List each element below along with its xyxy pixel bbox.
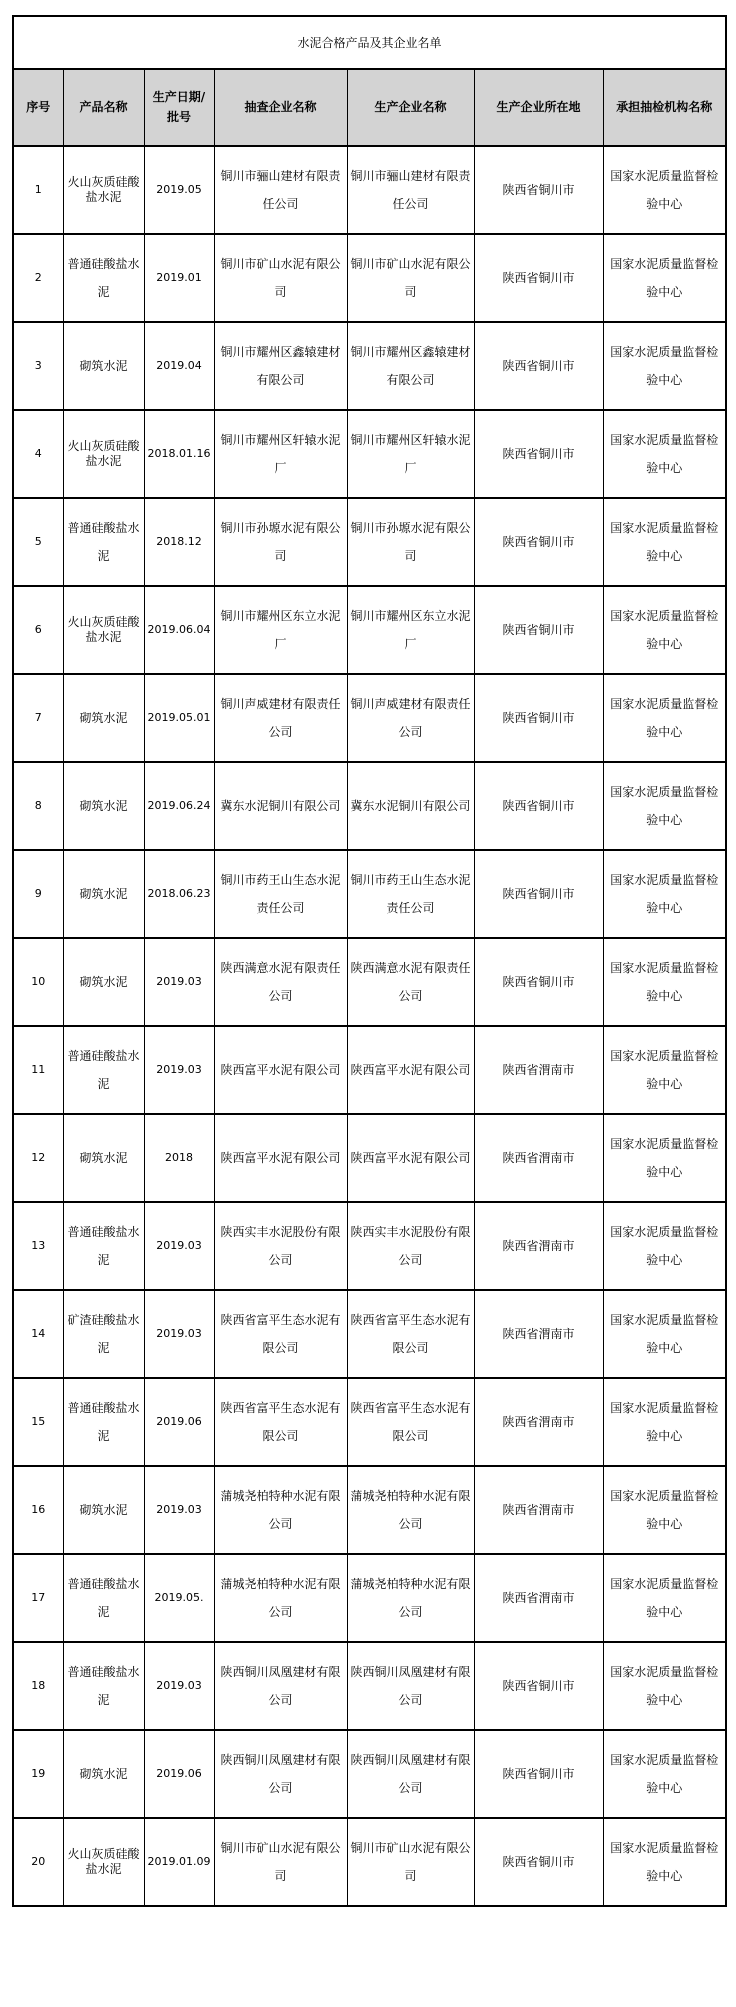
cell-agency: 国家水泥质量监督检验中心: [603, 498, 726, 586]
cell-sampled-company: 铜川市孙塬水泥有限公司: [214, 498, 347, 586]
cell-date: 2018.12: [144, 498, 214, 586]
cell-sampled-company: 铜川市耀州区鑫辕建材有限公司: [214, 322, 347, 410]
cell-seq: 15: [13, 1378, 63, 1466]
cell-location: 陕西省铜川市: [474, 146, 603, 234]
table-row: [13, 1290, 726, 1378]
cell-agency: 国家水泥质量监督检验中心: [603, 1114, 726, 1202]
cell-seq: 7: [13, 674, 63, 762]
cell-producer: 铜川市骊山建材有限责任公司: [347, 146, 474, 234]
cell-sampled-company: 铜川市耀州区东立水泥厂: [214, 586, 347, 674]
cell-product: 火山灰质硅酸盐水泥: [63, 146, 144, 234]
cell-location: 陕西省铜川市: [474, 938, 603, 1026]
cell-date: 2019.03: [144, 1466, 214, 1554]
cell-agency: 国家水泥质量监督检验中心: [603, 146, 726, 234]
cell-location: 陕西省渭南市: [474, 1114, 603, 1202]
cell-product: 砌筑水泥: [63, 1114, 144, 1202]
cell-agency: 国家水泥质量监督检验中心: [603, 1026, 726, 1114]
table-row: [13, 850, 726, 938]
cell-product: 普通硅酸盐水泥: [63, 1378, 144, 1466]
cell-seq: 1: [13, 146, 63, 234]
cell-seq: 17: [13, 1554, 63, 1642]
cell-date: 2019.05: [144, 146, 214, 234]
cell-product: 砌筑水泥: [63, 850, 144, 938]
cell-seq: 12: [13, 1114, 63, 1202]
cell-seq: 3: [13, 322, 63, 410]
table-row: [13, 1554, 726, 1642]
cell-date: 2019.06: [144, 1730, 214, 1818]
cell-producer: 蒲城尧柏特种水泥有限公司: [347, 1466, 474, 1554]
cell-date: 2019.03: [144, 1026, 214, 1114]
table-row: [13, 1114, 726, 1202]
cell-agency: 国家水泥质量监督检验中心: [603, 1378, 726, 1466]
cell-producer: 铜川市耀州区鑫辕建材有限公司: [347, 322, 474, 410]
cell-location: 陕西省铜川市: [474, 586, 603, 674]
cell-location: 陕西省铜川市: [474, 674, 603, 762]
cell-product: 砌筑水泥: [63, 322, 144, 410]
cell-location: 陕西省铜川市: [474, 1818, 603, 1906]
column-header-product: 产品名称: [63, 69, 144, 146]
cell-location: 陕西省铜川市: [474, 762, 603, 850]
cell-product: 砌筑水泥: [63, 674, 144, 762]
cell-product: 普通硅酸盐水泥: [63, 1642, 144, 1730]
cell-producer: 铜川市矿山水泥有限公司: [347, 234, 474, 322]
cell-sampled-company: 铜川市骊山建材有限责任公司: [214, 146, 347, 234]
cell-seq: 14: [13, 1290, 63, 1378]
table-row: [13, 938, 726, 1026]
cell-product: 火山灰质硅酸盐水泥: [63, 586, 144, 674]
column-header-location: 生产企业所在地: [474, 69, 603, 146]
cell-product: 火山灰质硅酸盐水泥: [63, 410, 144, 498]
cell-date: 2019.01.09: [144, 1818, 214, 1906]
cell-sampled-company: 陕西实丰水泥股份有限公司: [214, 1202, 347, 1290]
cell-seq: 20: [13, 1818, 63, 1906]
cement-table: [12, 15, 727, 1907]
cell-producer: 陕西省富平生态水泥有限公司: [347, 1290, 474, 1378]
cell-product: 火山灰质硅酸盐水泥: [63, 1818, 144, 1906]
cell-location: 陕西省铜川市: [474, 498, 603, 586]
cell-agency: 国家水泥质量监督检验中心: [603, 674, 726, 762]
cell-sampled-company: 陕西省富平生态水泥有限公司: [214, 1290, 347, 1378]
cell-agency: 国家水泥质量监督检验中心: [603, 1466, 726, 1554]
cell-seq: 19: [13, 1730, 63, 1818]
cell-producer: 陕西富平水泥有限公司: [347, 1114, 474, 1202]
cell-sampled-company: 铜川声威建材有限责任公司: [214, 674, 347, 762]
cell-date: 2018.01.16: [144, 410, 214, 498]
cell-location: 陕西省铜川市: [474, 850, 603, 938]
cell-location: 陕西省渭南市: [474, 1466, 603, 1554]
cell-seq: 18: [13, 1642, 63, 1730]
table-row: [13, 1026, 726, 1114]
column-header-date: 生产日期/批号: [144, 69, 214, 146]
table-body: [13, 146, 726, 1906]
table-row: [13, 1730, 726, 1818]
cell-agency: 国家水泥质量监督检验中心: [603, 410, 726, 498]
cell-date: 2019.06.04: [144, 586, 214, 674]
cell-sampled-company: 蒲城尧柏特种水泥有限公司: [214, 1466, 347, 1554]
cell-sampled-company: 陕西铜川凤凰建材有限公司: [214, 1730, 347, 1818]
cell-date: 2019.05.01: [144, 674, 214, 762]
cell-date: 2018.06.23: [144, 850, 214, 938]
table-row: [13, 146, 726, 234]
cell-location: 陕西省铜川市: [474, 410, 603, 498]
column-header-sampled-company: 抽查企业名称: [214, 69, 347, 146]
cell-location: 陕西省渭南市: [474, 1554, 603, 1642]
cell-product: 普通硅酸盐水泥: [63, 1554, 144, 1642]
cell-sampled-company: 陕西省富平生态水泥有限公司: [214, 1378, 347, 1466]
cell-product: 矿渣硅酸盐水泥: [63, 1290, 144, 1378]
table-row: [13, 498, 726, 586]
table-row: [13, 586, 726, 674]
cell-date: 2019.05.: [144, 1554, 214, 1642]
cell-location: 陕西省渭南市: [474, 1290, 603, 1378]
cell-date: 2019.06.24: [144, 762, 214, 850]
cell-sampled-company: 铜川市药王山生态水泥责任公司: [214, 850, 347, 938]
cell-date: 2018: [144, 1114, 214, 1202]
cell-sampled-company: 陕西富平水泥有限公司: [214, 1114, 347, 1202]
cell-seq: 8: [13, 762, 63, 850]
cell-seq: 4: [13, 410, 63, 498]
cell-sampled-company: 陕西铜川凤凰建材有限公司: [214, 1642, 347, 1730]
cell-producer: 铜川市孙塬水泥有限公司: [347, 498, 474, 586]
table-row: [13, 1466, 726, 1554]
title-row: [13, 16, 726, 69]
cell-producer: 铜川市耀州区轩辕水泥厂: [347, 410, 474, 498]
cell-location: 陕西省渭南市: [474, 1378, 603, 1466]
cell-producer: 铜川声威建材有限责任公司: [347, 674, 474, 762]
table-row: [13, 1202, 726, 1290]
cell-sampled-company: 陕西满意水泥有限责任公司: [214, 938, 347, 1026]
column-header-producer: 生产企业名称: [347, 69, 474, 146]
cell-seq: 10: [13, 938, 63, 1026]
cell-location: 陕西省渭南市: [474, 1202, 603, 1290]
table-row: [13, 234, 726, 322]
cell-agency: 国家水泥质量监督检验中心: [603, 1730, 726, 1818]
cell-agency: 国家水泥质量监督检验中心: [603, 938, 726, 1026]
cell-product: 砌筑水泥: [63, 762, 144, 850]
cell-sampled-company: 陕西富平水泥有限公司: [214, 1026, 347, 1114]
cell-seq: 6: [13, 586, 63, 674]
table-row: [13, 1642, 726, 1730]
cell-seq: 11: [13, 1026, 63, 1114]
cell-location: 陕西省铜川市: [474, 1730, 603, 1818]
table-title: 水泥合格产品及其企业名单: [13, 16, 726, 69]
table-row: [13, 762, 726, 850]
cell-agency: 国家水泥质量监督检验中心: [603, 1290, 726, 1378]
cell-product: 砌筑水泥: [63, 938, 144, 1026]
cell-producer: 蒲城尧柏特种水泥有限公司: [347, 1554, 474, 1642]
cell-producer: 陕西满意水泥有限责任公司: [347, 938, 474, 1026]
cell-date: 2019.03: [144, 1290, 214, 1378]
table-row: [13, 1378, 726, 1466]
cell-sampled-company: 冀东水泥铜川有限公司: [214, 762, 347, 850]
cell-location: 陕西省铜川市: [474, 234, 603, 322]
cell-product: 砌筑水泥: [63, 1466, 144, 1554]
cell-agency: 国家水泥质量监督检验中心: [603, 234, 726, 322]
column-header-seq: 序号: [13, 69, 63, 146]
cell-producer: 陕西铜川凤凰建材有限公司: [347, 1730, 474, 1818]
cell-sampled-company: 蒲城尧柏特种水泥有限公司: [214, 1554, 347, 1642]
cell-agency: 国家水泥质量监督检验中心: [603, 322, 726, 410]
cell-location: 陕西省铜川市: [474, 322, 603, 410]
cell-seq: 9: [13, 850, 63, 938]
table-header-row: [13, 69, 726, 146]
cell-agency: 国家水泥质量监督检验中心: [603, 1818, 726, 1906]
cell-date: 2019.03: [144, 938, 214, 1026]
cell-location: 陕西省渭南市: [474, 1026, 603, 1114]
column-header-agency: 承担抽检机构名称: [603, 69, 726, 146]
cell-sampled-company: 铜川市矿山水泥有限公司: [214, 1818, 347, 1906]
cell-sampled-company: 铜川市耀州区轩辕水泥厂: [214, 410, 347, 498]
cell-producer: 陕西实丰水泥股份有限公司: [347, 1202, 474, 1290]
cell-seq: 13: [13, 1202, 63, 1290]
table-row: [13, 1818, 726, 1906]
cell-seq: 16: [13, 1466, 63, 1554]
cell-date: 2019.04: [144, 322, 214, 410]
cell-product: 普通硅酸盐水泥: [63, 498, 144, 586]
cell-date: 2019.03: [144, 1202, 214, 1290]
cell-date: 2019.01: [144, 234, 214, 322]
cell-product: 砌筑水泥: [63, 1730, 144, 1818]
cell-product: 普通硅酸盐水泥: [63, 1026, 144, 1114]
cell-product: 普通硅酸盐水泥: [63, 234, 144, 322]
cell-producer: 铜川市耀州区东立水泥厂: [347, 586, 474, 674]
table-container: [12, 15, 727, 1907]
cell-location: 陕西省铜川市: [474, 1642, 603, 1730]
cell-producer: 铜川市矿山水泥有限公司: [347, 1818, 474, 1906]
cell-seq: 2: [13, 234, 63, 322]
cell-agency: 国家水泥质量监督检验中心: [603, 586, 726, 674]
cell-producer: 陕西铜川凤凰建材有限公司: [347, 1642, 474, 1730]
cell-seq: 5: [13, 498, 63, 586]
table-row: [13, 674, 726, 762]
table-row: [13, 322, 726, 410]
cell-sampled-company: 铜川市矿山水泥有限公司: [214, 234, 347, 322]
cell-date: 2019.03: [144, 1642, 214, 1730]
table-row: [13, 410, 726, 498]
cell-agency: 国家水泥质量监督检验中心: [603, 1554, 726, 1642]
cell-product: 普通硅酸盐水泥: [63, 1202, 144, 1290]
cell-producer: 陕西省富平生态水泥有限公司: [347, 1378, 474, 1466]
cell-agency: 国家水泥质量监督检验中心: [603, 1202, 726, 1290]
cell-producer: 冀东水泥铜川有限公司: [347, 762, 474, 850]
cell-producer: 铜川市药王山生态水泥责任公司: [347, 850, 474, 938]
cell-date: 2019.06: [144, 1378, 214, 1466]
cell-agency: 国家水泥质量监督检验中心: [603, 850, 726, 938]
cell-producer: 陕西富平水泥有限公司: [347, 1026, 474, 1114]
cell-agency: 国家水泥质量监督检验中心: [603, 762, 726, 850]
cell-agency: 国家水泥质量监督检验中心: [603, 1642, 726, 1730]
